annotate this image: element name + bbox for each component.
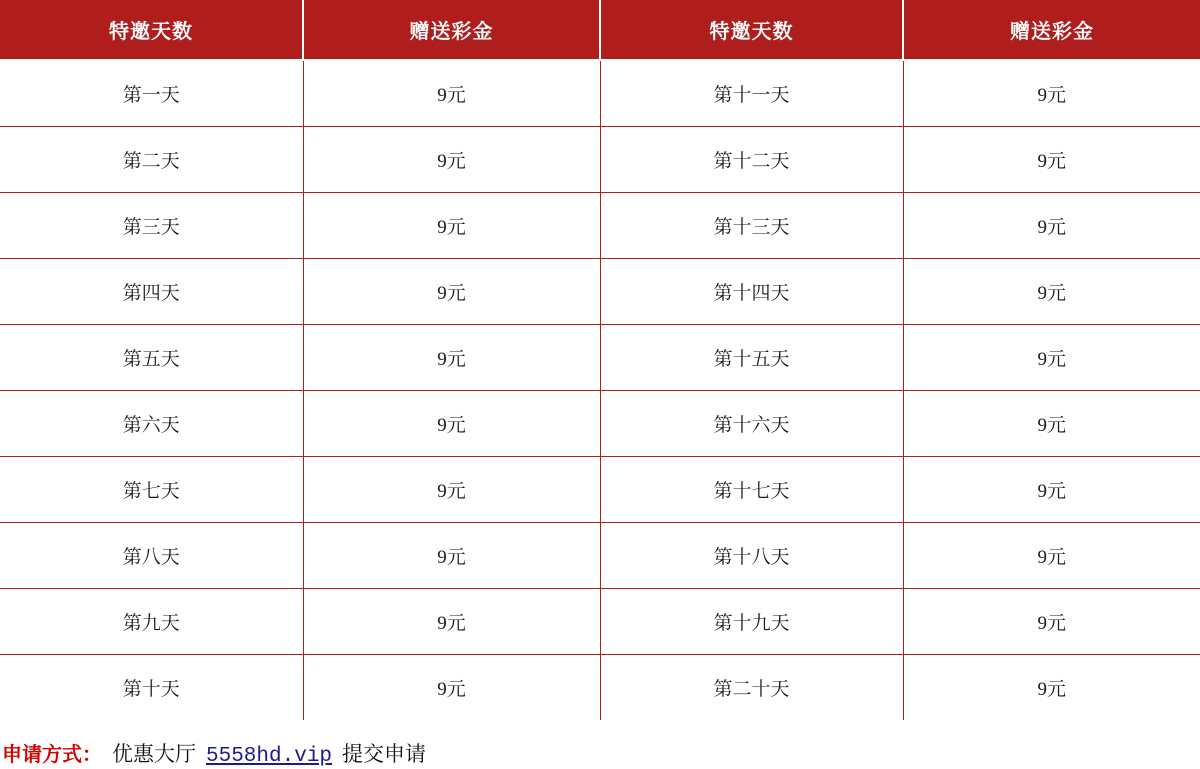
cell-bonus-left: 9元: [303, 589, 600, 655]
table-row: [0, 391, 1200, 457]
cell-day-left: 第六天: [0, 391, 303, 457]
cell-day-right: 第十九天: [600, 589, 903, 655]
table-header: [0, 0, 1200, 60]
cell-day-left: 第二天: [0, 127, 303, 193]
column-header-days-right: 特邀天数: [600, 0, 903, 60]
table-row: [0, 60, 1200, 127]
cell-day-right: 第十八天: [600, 523, 903, 589]
table-row: [0, 589, 1200, 655]
cell-day-right: 第二十天: [600, 655, 903, 721]
cell-bonus-left: 9元: [303, 325, 600, 391]
column-header-days-left: 特邀天数: [0, 0, 303, 60]
cell-day-right: 第十一天: [600, 60, 903, 127]
column-header-bonus-right: 赠送彩金: [903, 0, 1200, 60]
cell-day-right: 第十六天: [600, 391, 903, 457]
cell-bonus-right: 9元: [903, 193, 1200, 259]
cell-day-left: 第七天: [0, 457, 303, 523]
cell-bonus-right: 9元: [903, 325, 1200, 391]
cell-bonus-right: 9元: [903, 655, 1200, 721]
cell-bonus-left: 9元: [303, 60, 600, 127]
cell-bonus-right: 9元: [903, 589, 1200, 655]
promo-site-link[interactable]: 5558hd.vip: [206, 745, 333, 768]
cell-day-left: 第十天: [0, 655, 303, 721]
cell-bonus-left: 9元: [303, 193, 600, 259]
application-text-before: 优惠大厅: [112, 742, 196, 766]
cell-bonus-left: 9元: [303, 259, 600, 325]
cell-day-right: 第十四天: [600, 259, 903, 325]
table-row: [0, 127, 1200, 193]
application-method-label: 申请方式：: [2, 744, 102, 766]
cell-bonus-right: 9元: [903, 523, 1200, 589]
cell-bonus-left: 9元: [303, 127, 600, 193]
cell-bonus-right: 9元: [903, 391, 1200, 457]
table-body: [0, 60, 1200, 720]
table-row: [0, 193, 1200, 259]
cell-day-left: 第四天: [0, 259, 303, 325]
cell-day-right: 第十三天: [600, 193, 903, 259]
cell-bonus-right: 9元: [903, 457, 1200, 523]
cell-day-right: 第十二天: [600, 127, 903, 193]
cell-bonus-left: 9元: [303, 655, 600, 721]
cell-bonus-left: 9元: [303, 523, 600, 589]
application-method-note: [0, 742, 1200, 769]
cell-day-right: 第十七天: [600, 457, 903, 523]
cell-bonus-right: 9元: [903, 259, 1200, 325]
table-row: [0, 655, 1200, 721]
table-row: [0, 523, 1200, 589]
column-header-bonus-left: 赠送彩金: [303, 0, 600, 60]
cell-bonus-right: 9元: [903, 127, 1200, 193]
cell-day-left: 第八天: [0, 523, 303, 589]
cell-day-left: 第一天: [0, 60, 303, 127]
table-row: [0, 325, 1200, 391]
table-row: [0, 259, 1200, 325]
table-header-row: [0, 0, 1200, 60]
cell-day-left: 第九天: [0, 589, 303, 655]
cell-bonus-left: 9元: [303, 391, 600, 457]
cell-bonus-right: 9元: [903, 60, 1200, 127]
table-row: [0, 457, 1200, 523]
application-text-after: 提交申请: [342, 742, 427, 766]
cell-day-right: 第十五天: [600, 325, 903, 391]
cell-day-left: 第五天: [0, 325, 303, 391]
cell-bonus-left: 9元: [303, 457, 600, 523]
cell-day-left: 第三天: [0, 193, 303, 259]
